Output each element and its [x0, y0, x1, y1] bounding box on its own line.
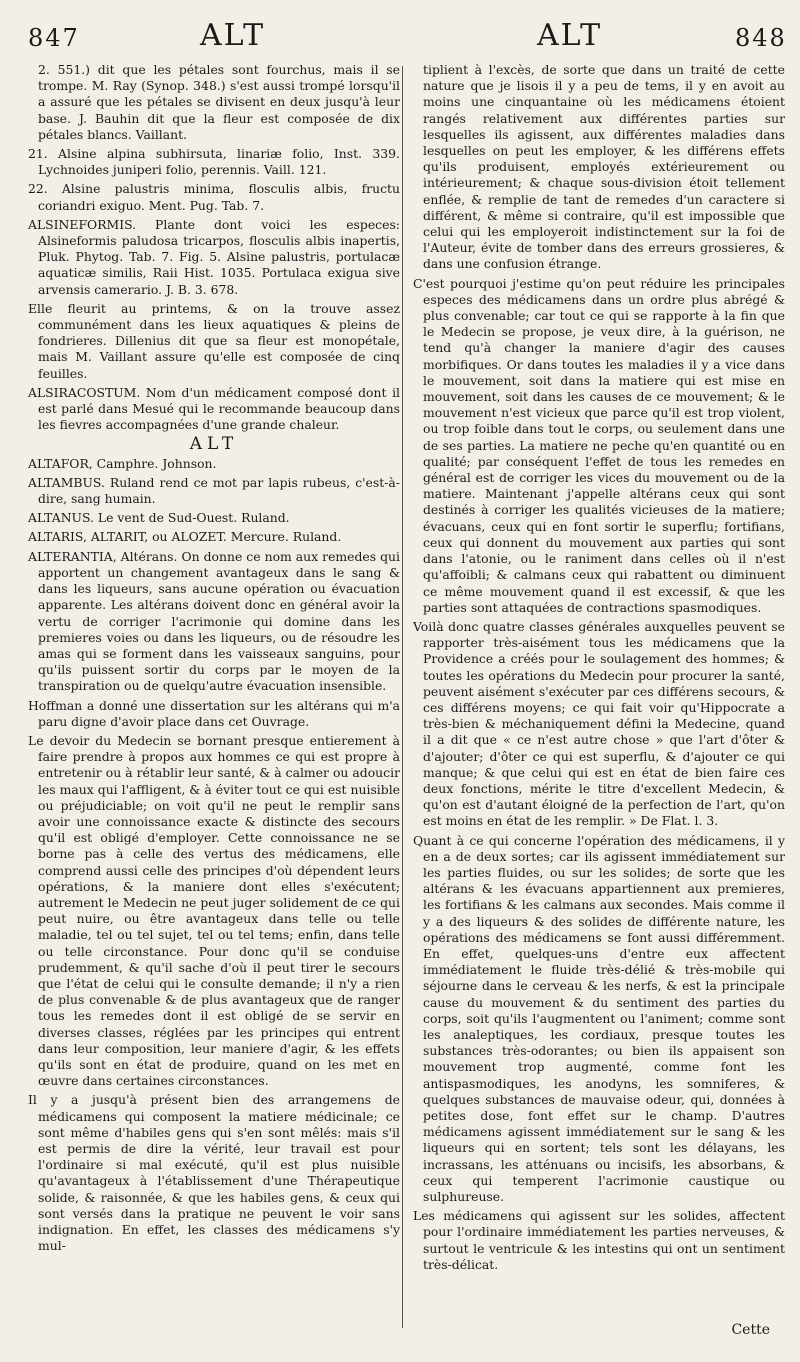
left-running-head: ALT — [200, 18, 266, 53]
entry-alsineformis: ALSINEFORMIS. Plante dont voici les especes: Alsineformis paludosa tricarpos, flosculis albis inapertis, Pluk. Phytog. Tab. 7. Fig. 5. Alsine palustris, portulacæ aquaticæ similis, Raii Hist. 1035. Portulaca exigua sive arvensis camerario. J. B. 3. 678. — [28, 216, 400, 297]
entry-altaris: ALTARIS, ALTARIT, ou ALOZET. Mercure. Ruland. — [28, 529, 342, 545]
paragraph: Voilà donc quatre classes générales auxquelles peuvent se rapporter très-aisément tous les médicamens que la Providence a créés pour le soulagement des hommes; & toutes les opérations du Medecin pour procurer la santé, peuvent aisément s'exécuter par ces différens secours, & ces différens moyens; ce qui fait voir qu'Hippocrate a très-bien & méchaniquement défini la Medecine, quand il a dit que « ce n'est autre chose » que l'art d'ôter & d'ajouter; d'ôter ce qui est superflu, & d'ajouter ce qui manque; & que celui qui est en état de bien faire ces deux fonctions, mérite le titre d'excellent Medecin, & qu'on est d'autant éloigné de la perfection de l'art, qu'on est moins en état de les remplir. » De Flat. l. 3. — [413, 618, 785, 829]
paragraph: Quant à ce qui concerne l'opération des médicamens, il y en a de deux sortes; car ils agissent immédiatement sur les parties fluides, ou sur les solides; de sorte que les altérans & les évacuans appartiennent aux premieres, les fortifians & les calmans aux secondes. Mais comme il y a des liqueurs & des solides de différente nature, les opérations des médicamens se font aussi différemment. En effet, quelques-uns d'entre eux affectent immédiatement le fluide très-délié & très-mobile qui séjourne dans le cerveau & les nerfs, & est la principale cause du mouvement & du sentiment des parties du corps, soit qu'ils l'augmentent ou l'animent; comme sont les analeptiques, les cordiaux, presque toutes les substances très-odorantes; ou bien ils appaisent son mouvement trop augmenté, comme font les antispasmodiques, les anodyns, les somniferes, & quelques substances de mauvaise odeur, qui, données à petites dose, font effet sur le champ. D'autres médicamens agissent immédiatement sur le sang & les liqueurs qui en sortent; tels sont les délayans, les incrassans, les atténuans ou incisifs, les absorbans, & ceux qui temperent l'acrimonie caustique ou sulphureuse. — [413, 832, 785, 1205]
left-page-number: 847 — [28, 24, 80, 52]
paragraph: C'est pourquoi j'estime qu'on peut réduire les principales especes des médicamens dans un ordre plus abrégé & plus convenable; car tout ce qui se rapporte à la fin que le Medecin se propose, je veux dire, à la guérison, ne tend qu'à changer la maniere d'agir des causes morbifiques. Or dans toutes les maladies il y a vice dans le mouvement, soit dans la matiere qui est mise en mouvement, soit dans les causes de ce mouvement; & le mouvement n'est vicieux que parce qu'il est trop violent, ou trop foible dans tout le corps, ou seulement dans une de ses parties. La matiere ne peche qu'en quantité ou en qualité; par conséquent l'effet de tous les remedes en général est de corriger les vices du mouvement ou de la matiere. Maintenant j'appelle altérans ceux qui sont destinés à corriger les qualités vicieuses de la matiere; évacuans, ceux qui en font sortir le superflu; fortifians, ceux qui donnent du mouvement aux parties qui sont dans l'atonie, ou le raniment dans celles où il n'est qu'affoibli; & calmans ceux qui rabattent ou diminuent ce même mouvement quand il est excessif, & que les parties sont attaquées de contractions spasmodiques. — [413, 275, 785, 615]
paragraph: Elle fleurit au printems, & on la trouve assez communément dans les lieux aquatiques & pleins de fondrieres. Dillenius dit que sa fleur est monopétale, mais M. Vaillant assure qu'elle est composée de cinq feuilles. — [28, 300, 400, 381]
entry-altambus: ALTAMBUS. Ruland rend ce mot par lapis rubeus, c'est-à-dire, sang humain. — [28, 474, 400, 507]
right-running-head: ALT — [537, 18, 603, 53]
paragraph: Hoffman a donné une dissertation sur les altérans qui m'a paru digne d'avoir place dans cet Ouvrage. — [28, 697, 400, 729]
paragraph: tiplient à l'excès, de sorte que dans un traité de cette nature que je lisois il y a peu de tems, il y en avoit au moins une cinquantaine où les médicamens étoient rangés relativement aux différentes parties sur lesquelles ils agissent, aux différentes maladies dans lesquelles on peut les employer, & les différens effets qu'ils produisent, employés extérieurement ou intérieurement; & chaque sous-division étoit tellement enflée, & remplie de tant de remedes d'un caractere si différent, & même si contraire, qu'il est impossible que celui qui les employeroit indistinctement sur la foi de l'Auteur, évite de tomber dans des erreurs grossieres, & dans une confusion étrange. — [423, 62, 785, 272]
paragraph: Il y a jusqu'à présent bien des arrangemens de médicamens qui composent la matiere médicinale; ce sont même d'habiles gens qui s'en sont mêlés: mais s'il est permis de dire la vérité, leur travail est pour l'ordinaire si mal exécuté, qu'il est plus nuisible qu'avantageux à l'établissement d'une Thérapeutique solide, & raisonnée, & que les habiles gens, & ceux qui sont versés dans la pratique ne peuvent le voir sans indignation. En effet, les classes des médicamens s'y mul- — [28, 1092, 400, 1254]
right-page-number: 848 — [735, 24, 787, 52]
left-column — [28, 62, 400, 1332]
catchword: Cette — [731, 1322, 770, 1338]
paragraph: 2. 551.) dit que les pétales sont fourchus, mais il se trompe. M. Ray (Synop. 348.) s'est aussi trompé lorsqu'il a assuré que les pétales se divisent en deux jusqu'à leur base. J. Bauhin dit que la fleur est composée de dix pétales blancs. Vaillant. — [38, 62, 400, 142]
entry-altafor: ALTAFOR, Camphre. Johnson. — [28, 455, 217, 471]
right-column — [413, 62, 785, 1332]
section-heading: ALT — [189, 434, 239, 455]
paragraph: 21. Alsine alpina subhirsuta, linariæ folio, Inst. 339. Lychnoides juniperi folio, perennis. Vaill. 121. — [28, 146, 400, 178]
paragraph: Le devoir du Medecin se bornant presque entierement à faire prendre à propos aux hommes ce qui est propre à entretenir ou à rétablir leur santé, & à calmer ou adoucir les maux qui l'affligent, & à éviter tout ce qui est nuisible ou préjudiciable; on voit qu'il ne peut le remplir sans avoir une connoissance exacte & distincte des secours qu'il est obligé d'employer. Cette connoissance ne se borne pas à celle des vertus des médicamens, elle comprend aussi celle des principes d'où dépendent leurs opérations, & la maniere dont elles s'exécutent; autrement le Medecin ne peut juger solidement de ce qui peut nuire, ou être avantageux dans telle ou telle maladie, tel ou tel sujet, tel ou tel tems; enfin, dans telle ou telle circonstance. Pour donc qu'il se conduise prudemment, & qu'il sache d'où il peut tirer le secours que l'état de celui qui le consulte demande; il n'y a rien de plus convenable & de plus avantageux que de ranger tous les remedes dont il est obligé de se servir en diverses classes, réglées par les principes qui entrent dans leur composition, leur maniere d'agir, & les effets qu'ils sont en état de produire, quand on les met en œuvre dans certaines circonstances. — [28, 732, 400, 1089]
entry-altanus: ALTANUS. Le vent de Sud-Ouest. Ruland. — [28, 510, 290, 526]
column-divider — [402, 66, 403, 1328]
entry-alsiracostum: ALSIRACOSTUM. Nom d'un médicament composé dont il est parlé dans Mesué qui le recommande beaucoup dans les fievres accompagnées d'une grande chaleur. — [28, 384, 400, 433]
paragraph: Les médicamens qui agissent sur les solides, affectent pour l'ordinaire immédiatement les parties nerveuses, & surtout le ventricule & les intestins qui ont un sentiment très-délicat. — [413, 1208, 785, 1272]
paragraph: 22. Alsine palustris minima, flosculis albis, fructu coriandri exiguo. Ment. Pug. Tab. 7. — [28, 181, 400, 213]
entry-alterantia: ALTERANTIA, Altérans. On donne ce nom aux remedes qui apportent un changement avantageux dans le sang & dans les liqueurs, sans aucune opération ou évacuation apparente. Les altérans doivent donc en général avoir la vertu de corriger l'acrimonie qui domine dans les premieres voies ou dans les liqueurs, ou de résoudre les amas qui se forment dans les vaisseaux sanguins, pour qu'ils puissent sortir du corps par le moyen de la transpiration ou de quelqu'autre évacuation insensible. — [28, 548, 400, 694]
